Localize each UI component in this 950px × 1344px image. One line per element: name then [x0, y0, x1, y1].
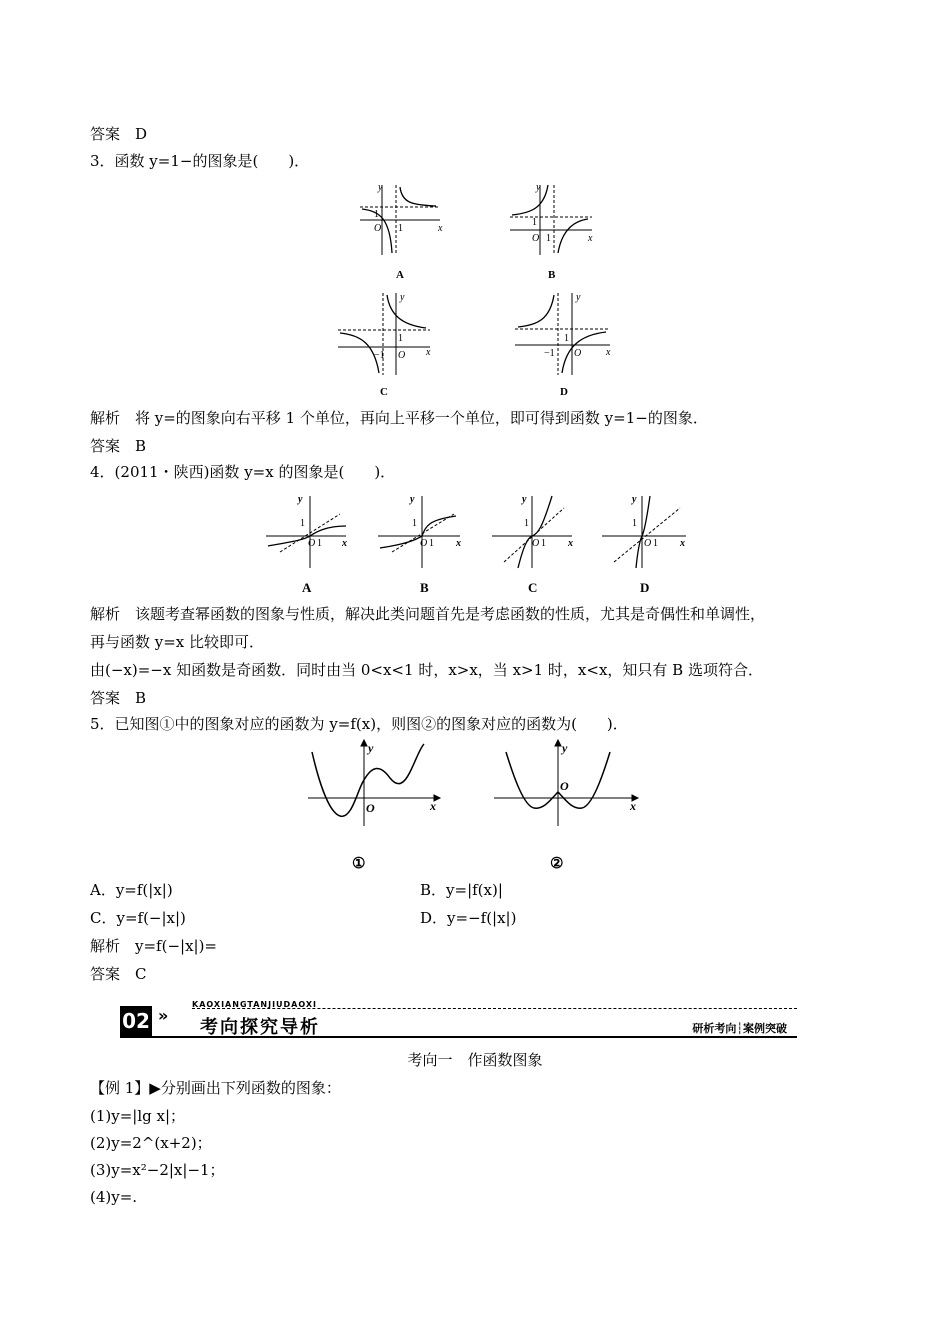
q4-c-origin-label: O	[532, 538, 540, 549]
q5-option-d: D．y=−f(|x|)	[420, 909, 517, 927]
q4-b-x-label: x	[456, 538, 461, 549]
q4-explain-1: 解析 该题考查幂函数的图象与性质，解决此类问题首先是考虑函数的性质，尤其是奇偶性和单调性，	[90, 605, 766, 623]
q3-answer: 答案 B	[90, 437, 147, 455]
q5-graphs	[300, 738, 650, 878]
q5-2-x-label: x	[630, 799, 636, 813]
q4-label-c: C	[528, 580, 538, 595]
q3-c-x-label: x	[426, 347, 431, 358]
banner-right-text: 研析考向┆案例突破	[692, 1022, 787, 1035]
q4-graphs	[260, 488, 700, 600]
q3-graph-b	[510, 185, 592, 255]
q3-a-one-label: 1	[374, 209, 379, 220]
example-item-4: (4)y=.	[90, 1188, 138, 1206]
q4-d-y-label: y	[632, 494, 637, 505]
q3-graph-c	[338, 293, 430, 375]
q4-a-x-label: x	[342, 538, 347, 549]
q3-b-y-label: y	[536, 182, 541, 193]
q3-c-neg-one-label: −1	[374, 350, 385, 361]
q3-b-one-label: 1	[532, 217, 537, 228]
q3-d-one-label: 1	[564, 333, 569, 344]
q3-label-a: A	[396, 269, 404, 281]
q5-2-origin-label: O	[560, 779, 569, 793]
q3-b-one-x-label: 1	[546, 233, 551, 244]
q4-b-y-label: y	[410, 494, 415, 505]
q3-label-c: C	[380, 386, 388, 398]
example-item-2: (2)y=2^(x+2)；	[90, 1134, 212, 1152]
q3-d-origin-label: O	[574, 348, 582, 359]
q4-a-one-x-label: 1	[317, 538, 322, 549]
q4-graph-d	[602, 496, 686, 568]
q4-explain-3: 由(−x)=−x 知函数是奇函数．同时由当 0<x<1 时，x>x，当 x>1 时，x<x，知只有 B 选项符合．	[90, 661, 763, 679]
q3-c-origin-label: O	[398, 350, 406, 361]
q4-a-y-label: y	[298, 494, 303, 505]
q3-c-y-label: y	[400, 292, 405, 303]
q4-label-a: A	[302, 580, 312, 595]
q5-answer: 答案 C	[90, 965, 147, 983]
q3-label-d: D	[560, 386, 568, 398]
q3-d-x-label: x	[606, 347, 611, 358]
q5-1-y-label: y	[368, 741, 374, 755]
q4-c-y-label: y	[522, 494, 527, 505]
section-heading: 考向一 作函数图象	[407, 1051, 543, 1069]
q4-c-one-x-label: 1	[541, 538, 546, 549]
q5-2-y-label: y	[562, 741, 568, 755]
q4-c-x-label: x	[568, 538, 573, 549]
q5-option-a: A．y=f(|x|)	[90, 881, 173, 899]
q4-stem: 4．(2011・陕西)函数 y=x 的图象是( )．	[90, 463, 396, 481]
banner-dashed-line	[192, 1008, 797, 1009]
q5-option-b: B．y=|f(x)|	[420, 881, 503, 899]
q4-label-b: B	[420, 580, 429, 595]
q4-graph-b	[378, 496, 460, 568]
q3-d-y-label: y	[576, 292, 581, 303]
q4-explain-2: 再与函数 y=x 比较即可．	[90, 633, 265, 651]
q4-b-one-x-label: 1	[429, 538, 434, 549]
q3-graph-a	[360, 185, 440, 255]
q3-b-x-label: x	[588, 233, 593, 244]
q3-stem: 3．函数 y=1−的图象是( )．	[90, 152, 310, 170]
q4-graph-c	[492, 496, 572, 568]
q3-explain: 解析 将 y=的图象向右平移 1 个单位，再向上平移一个单位，即可得到函数 y=1−的图象．	[90, 409, 708, 427]
q3-a-x-label: x	[438, 223, 443, 234]
section-banner	[120, 1000, 797, 1040]
q5-1-origin-label: O	[366, 801, 375, 815]
banner-arrows: »	[158, 1006, 169, 1025]
q4-b-one-label: 1	[412, 518, 417, 529]
q4-answer: 答案 B	[90, 689, 147, 707]
q5-1-x-label: x	[430, 799, 436, 813]
q5-label-1: ①	[352, 856, 366, 872]
q3-label-b: B	[548, 269, 556, 281]
q4-graph-a	[266, 496, 346, 568]
q3-a-one-x-label: 1	[398, 223, 403, 234]
banner-number: 02	[120, 1006, 152, 1036]
q3-d-neg-one-label: −1	[544, 348, 555, 359]
q5-stem: 5．已知图①中的图象对应的函数为 y=f(x)，则图②的图象对应的函数为( )．	[90, 715, 628, 733]
q3-a-origin-label: O	[374, 223, 382, 234]
example-item-3: (3)y=x²−2|x|−1；	[90, 1161, 225, 1179]
example-1-title: 【例 1】▶分别画出下列函数的图象：	[90, 1079, 341, 1097]
q4-a-origin-label: O	[308, 538, 316, 549]
q5-explain: 解析 y=f(−|x|)=	[90, 937, 218, 955]
q4-a-one-label: 1	[300, 518, 305, 529]
q3-a-y-label: y	[378, 182, 383, 193]
q3-graph-d	[515, 293, 610, 375]
q2-answer: 答案 D	[90, 125, 148, 143]
q4-b-origin-label: O	[420, 538, 428, 549]
banner-pinyin: KAOXIANGTANJIUDAOXI	[192, 1000, 318, 1009]
q4-label-d: D	[640, 580, 650, 595]
q4-d-origin-label: O	[644, 538, 652, 549]
q4-c-one-label: 1	[524, 518, 529, 529]
q4-d-one-label: 1	[632, 518, 637, 529]
example-item-1: (1)y=|lg x|；	[90, 1107, 186, 1125]
q3-b-origin-label: O	[532, 233, 540, 244]
banner-title: 考向探究导析	[200, 1017, 320, 1038]
q5-option-c: C．y=f(−|x|)	[90, 909, 186, 927]
q5-label-2: ②	[550, 856, 564, 872]
q3-graphs	[330, 175, 620, 400]
q4-d-one-x-label: 1	[653, 538, 658, 549]
q3-c-one-label: 1	[398, 333, 403, 344]
q4-d-x-label: x	[680, 538, 685, 549]
